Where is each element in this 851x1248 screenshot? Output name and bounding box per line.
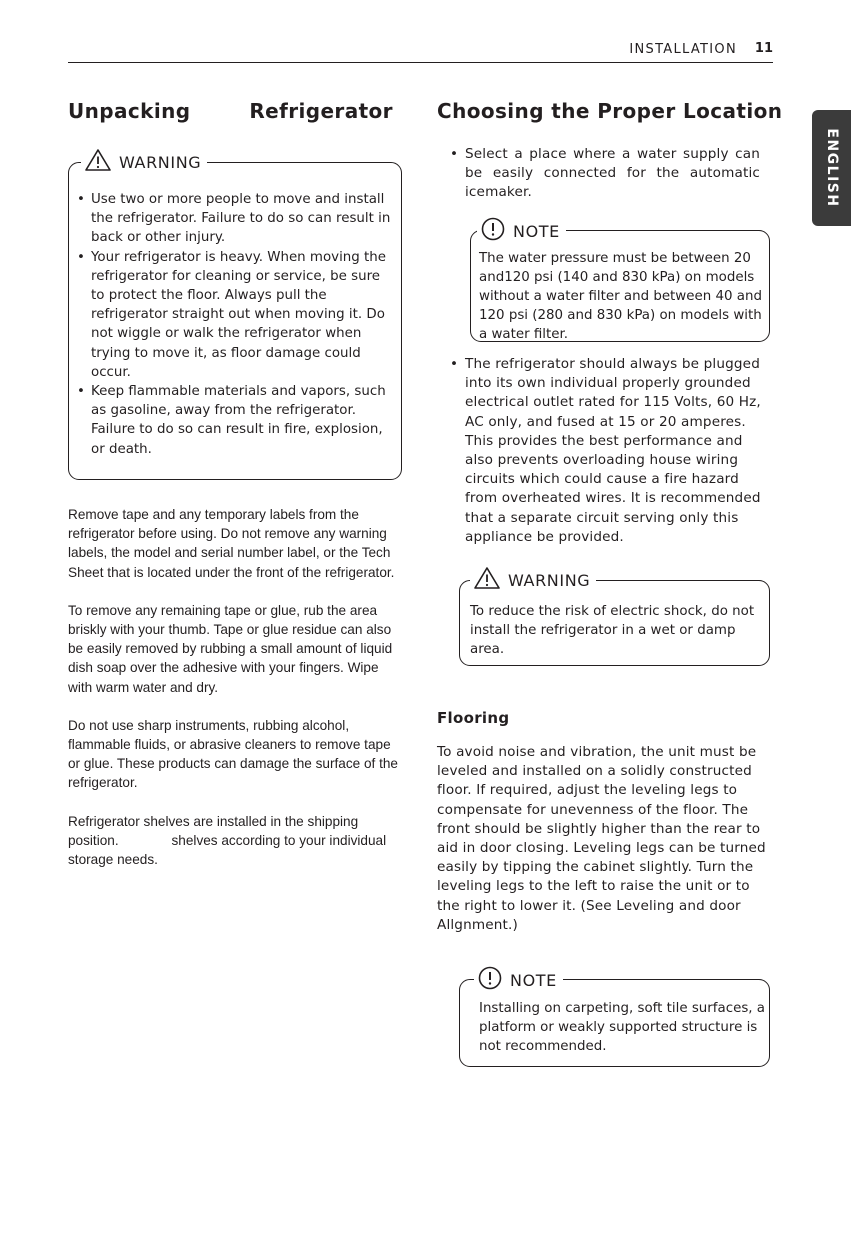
note-title: NOTE: [510, 970, 557, 990]
location-bullet-list-1: [450, 145, 760, 203]
note-title: NOTE: [513, 221, 560, 241]
warning-item: • Keep flammable materials and vapors, such as gasoline, away from the refrigerator. Failure to do so can result in fire, explosion, or death.: [77, 382, 395, 459]
electric-shock-warning-box: [459, 570, 770, 666]
unpacking-heading: Unpacking Refrigerator: [68, 99, 393, 123]
location-heading: Choosing the Proper Location: [437, 99, 783, 123]
warning-title: WARNING: [119, 152, 202, 172]
language-tab: [812, 110, 851, 226]
location-bullet: • The refrigerator should always be plugged into its own individual properly grounded electrical outlet rated for 115 Volts, 60 Hz, AC only, and fused at 15 or 20 amperes. This provides the best performance and also prevents overloading house wiring circuits which could cause a fire hazard from overheated wires. It is recommended that a separate circuit serving only this appliance be provided.: [450, 355, 770, 547]
paragraph: Do not use sharp instruments, rubbing alcohol, flammable fluids, or abrasive cleaners to remove tape or glue. These products can damage the surface of the refrigerator.: [68, 717, 398, 791]
location-bullet-list-2: [450, 355, 770, 547]
warning-title: WARNING: [508, 570, 591, 590]
language-tab-label: ENGLISH: [823, 128, 840, 208]
warning-header: [81, 149, 207, 175]
paragraph: Remove tape and any temporary labels from the refrigerator before using. Do not remove any warning labels, the model and serial number label, or the Tech Sheet that is located under the front of the refrigerator.: [68, 507, 395, 580]
unpacking-warning-box: [68, 152, 402, 480]
warning-header: [470, 567, 596, 593]
page-number: 11: [754, 41, 773, 56]
note-header: [477, 217, 566, 245]
warning-triangle-icon: [474, 567, 500, 593]
note-exclamation-icon: [478, 966, 502, 994]
flooring-heading: Flooring: [437, 709, 510, 727]
flooring-note-box: [459, 970, 770, 1067]
warning-item: • Use two or more people to move and install the refrigerator. Failure to do so can result in back or other injury.: [77, 190, 395, 248]
warning-item: • Your refrigerator is heavy. When moving the refrigerator for cleaning or service, be sure to protect the floor. Always pull the refrigerator straight out when moving it. Do not wiggle or walk the refrigerator when trying to move it, as floor damage could occur.: [77, 248, 395, 382]
note-text: Installing on carpeting, soft tile surfaces, a platform or weakly supported structure is not recommended.: [479, 1001, 766, 1055]
location-bullet: • Select a place where a water supply can be easily connected for the automatic icemaker.: [450, 145, 760, 203]
water-pressure-note-box: [470, 221, 770, 342]
unpacking-body: [68, 505, 404, 869]
note-header: [474, 966, 563, 994]
paragraph: To remove any remaining tape or glue, rub the area briskly with your thumb. Tape or glue residue can also be easily removed by rubbing a small amount of liquid dish soap over the adhesive with your fingers. Wipe with warm water and dry.: [68, 602, 393, 695]
warning-list: [77, 190, 395, 459]
warning-text: To reduce the risk of electric shock, do not install the refrigerator in a wet or damp area.: [470, 604, 755, 658]
header-section-title: INSTALLATION: [629, 42, 737, 57]
warning-triangle-icon: [85, 149, 111, 175]
note-exclamation-icon: [481, 217, 505, 245]
flooring-paragraph: To avoid noise and vibration, the unit must be leveled and installed on a solidly constructed floor. If required, adjust the leveling legs to compensate for unevenness of the floor. The front should be slightly higher than the rear to aid in door closing. Leveling legs can be turned easily by tipping the cabinet slightly. Turn the leveling legs to the left to raise the unit or to the right to lower it. (See Leveling and door Allgnment.): [437, 744, 766, 933]
note-text: The water pressure must be between 20 and120 psi (140 and 830 kPa) on models without a water filter and between 40 and 120 psi (280 and 830 kPa) on models with a water filter.: [479, 251, 762, 342]
running-header: [68, 42, 773, 63]
paragraph: Refrigerator shelves are installed in the shipping position. shelves according to your individual storage needs.: [68, 813, 390, 868]
